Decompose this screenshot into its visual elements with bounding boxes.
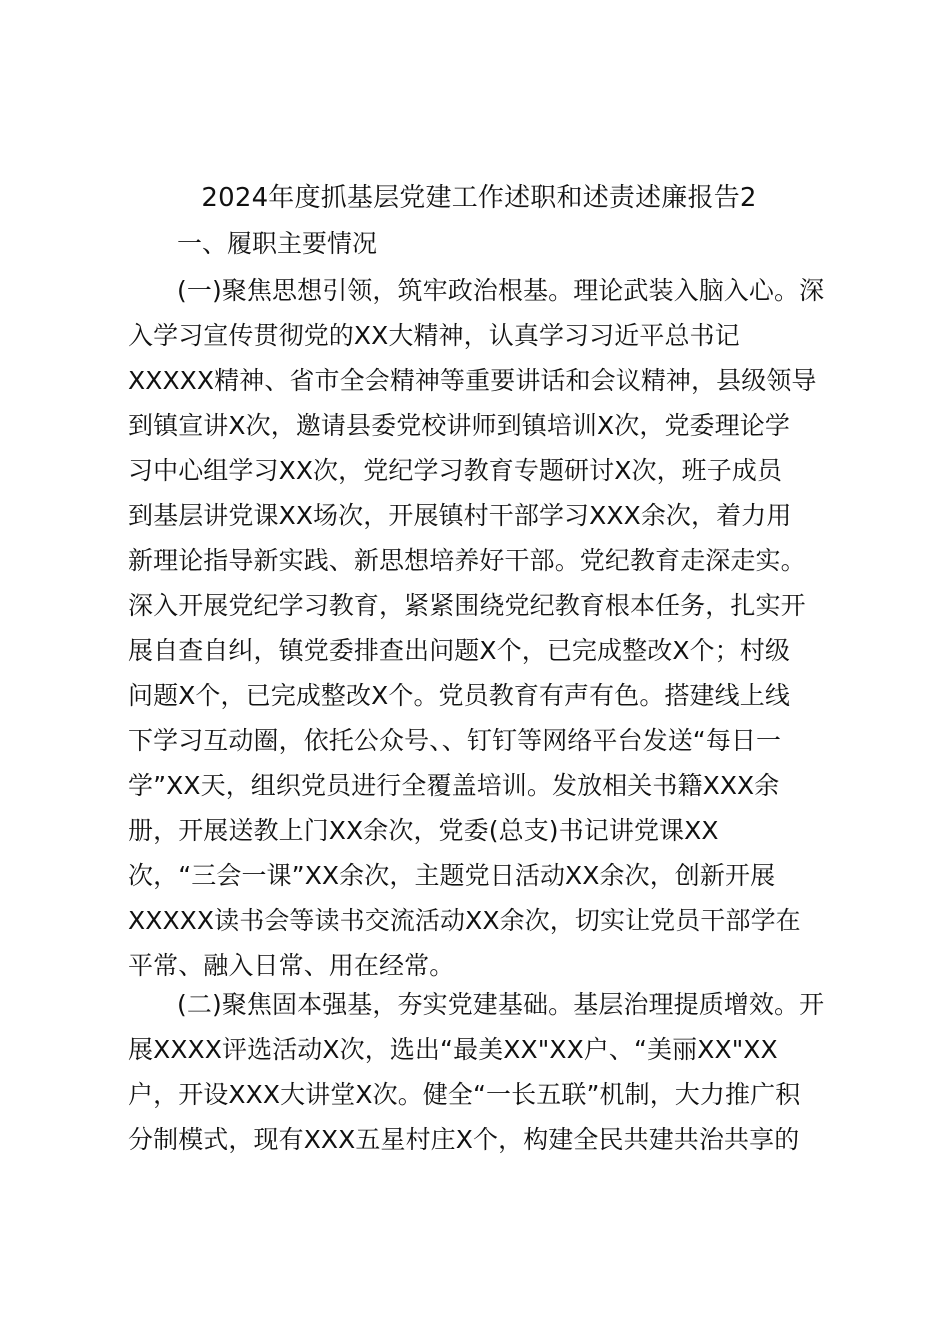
text-line: XXXXX读书会等读书交流活动XX余次，切实让党员干部学在	[128, 906, 801, 935]
text-line: 展自查自纠，镇党委排查出问题X个，已完成整改X个；村级	[128, 636, 790, 665]
text-line: 下学习互动圈，依托公众号、、钉钉等网络平台发送“每日一	[128, 726, 782, 755]
text-line: 问题X个，已完成整改X个。党员教育有声有色。搭建线上线	[128, 681, 790, 710]
text-line: XXXXX精神、省市全会精神等重要讲话和会议精神，县级领导	[128, 366, 817, 395]
section-heading: 一、履职主要情况	[177, 229, 378, 258]
document-title: 2024年度抓基层党建工作述职和述责述廉报告2	[201, 183, 757, 213]
text-line: 学”XX天，组织党员进行全覆盖培训。发放相关书籍XXX余	[128, 771, 780, 800]
text-line: 分制模式，现有XXX五星村庄X个，构建全民共建共治共享的	[128, 1125, 800, 1154]
text-line: 深入开展党纪学习教育，紧紧围绕党纪教育根本任务，扎实开	[128, 591, 806, 620]
text-line: 平常、融入日常、用在经常。	[128, 951, 455, 980]
text-line: 习中心组学习XX次，党纪学习教育专题研讨X次，班子成员	[128, 456, 783, 485]
text-line: (二)聚焦固本强基，夯实党建基础。基层治理提质增效。开	[177, 990, 825, 1019]
text-line: 新理论指导新实践、新思想培养好干部。党纪教育走深走实。	[128, 546, 806, 575]
text-line: 次，“三会一课”XX余次，主题党日活动XX余次，创新开展	[128, 861, 776, 890]
paragraph-party-foundation	[128, 982, 848, 1162]
text-line: 户，开设XXX大讲堂X次。健全“一长五联”机制，大力推广积	[128, 1080, 801, 1109]
text-line: 到基层讲党课XX场次，开展镇村干部学习XXX余次，着力用	[128, 501, 792, 530]
text-line: 入学习宣传贯彻党的XX大精神，认真学习习近平总书记	[128, 321, 740, 350]
text-line: 到镇宣讲X次，邀请县委党校讲师到镇培训X次，党委理论学	[128, 411, 790, 440]
text-line: 展XXXX评选活动X次，选出“最美XX"XX户、“美丽XX"XX	[128, 1035, 778, 1064]
paragraph-ideological-guidance	[128, 268, 848, 988]
text-line: (一)聚焦思想引领，筑牢政治根基。理论武装入脑入心。深	[177, 276, 825, 305]
text-line: 册，开展送教上门XX余次，党委(总支)书记讲党课XX	[128, 816, 719, 845]
